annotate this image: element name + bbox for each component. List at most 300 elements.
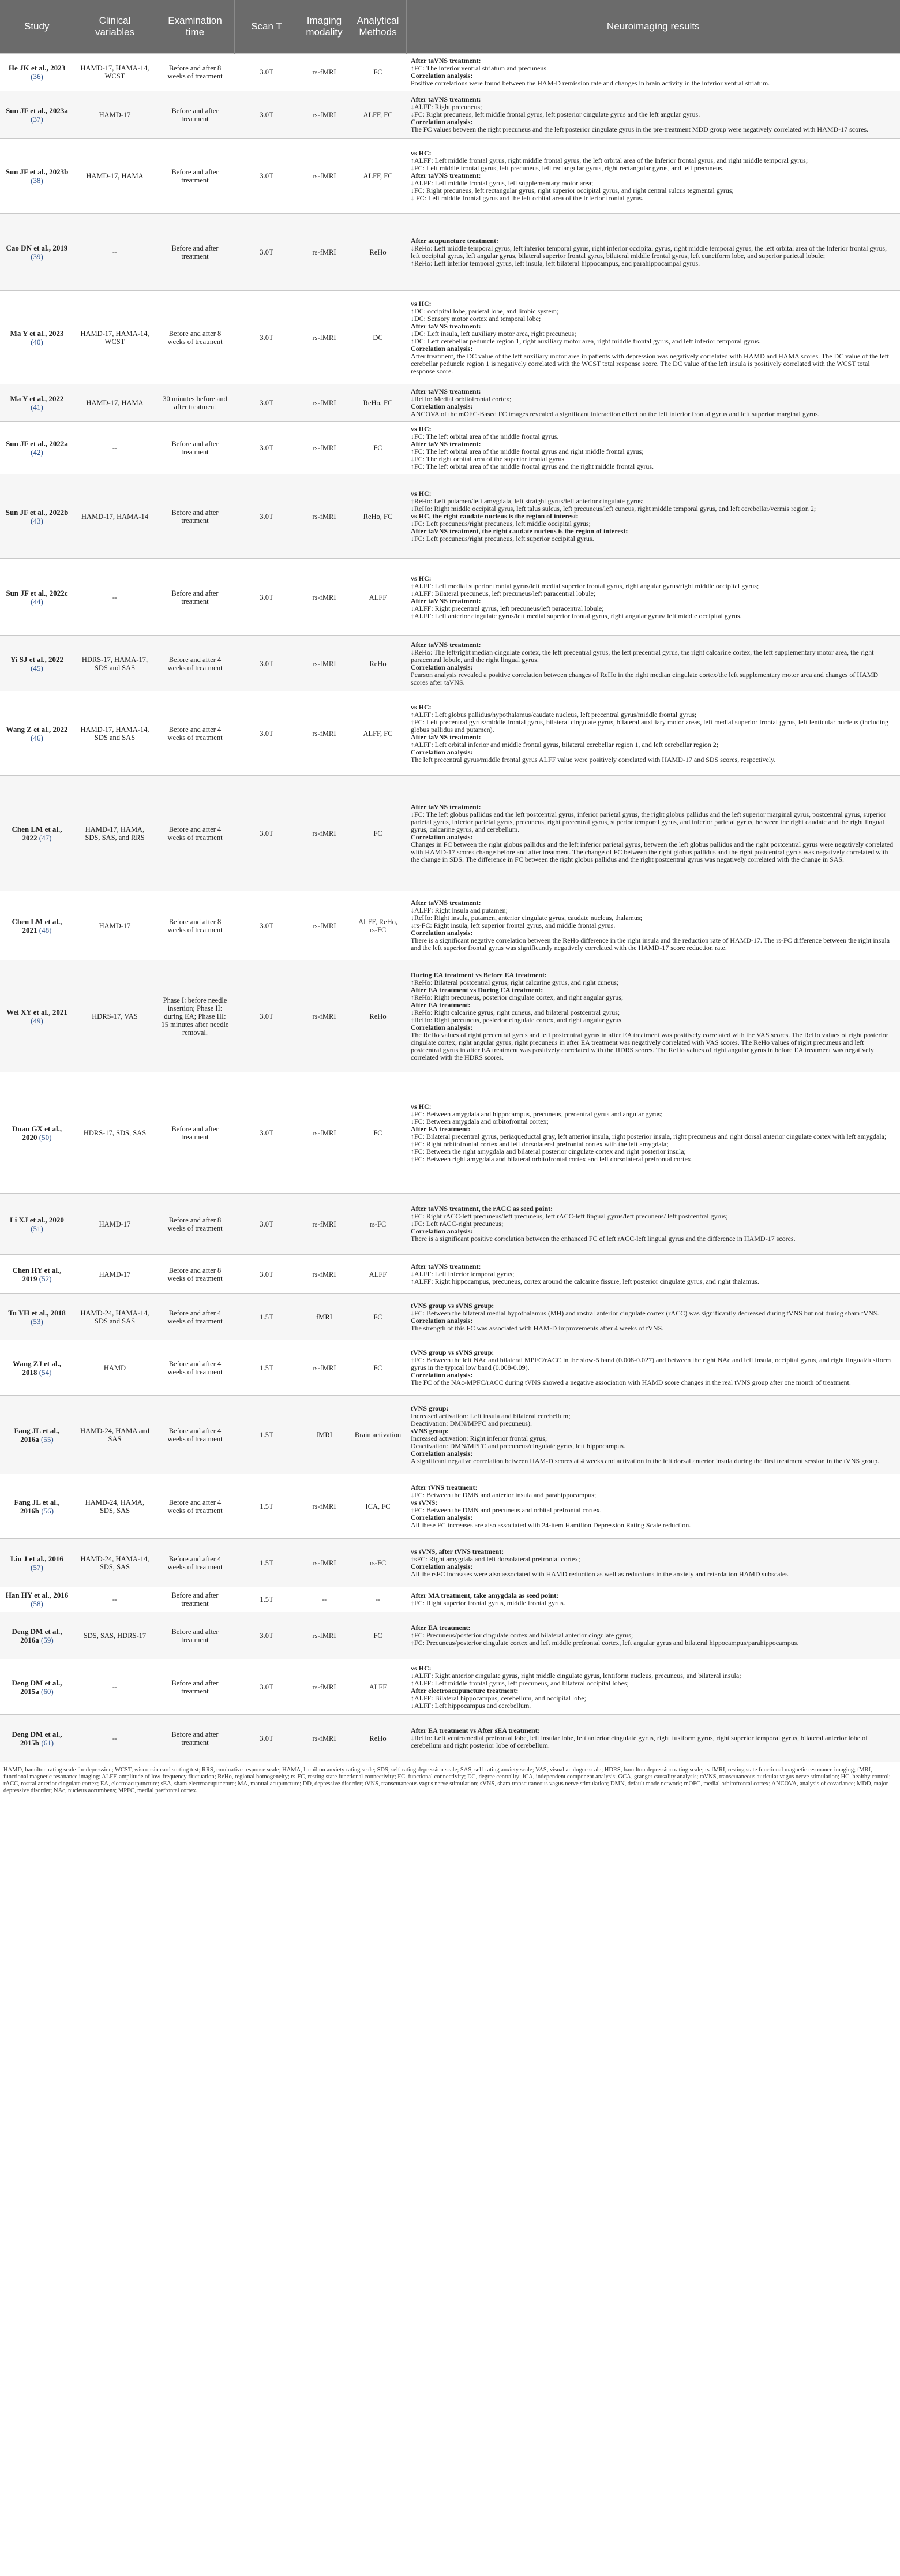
scan-t-cell: 3.0T — [234, 1072, 299, 1194]
result-heading: After MA treatment, take amygdala as seed point: — [411, 1591, 559, 1599]
clinical-variables-cell: HAMD-24, HAMA, SDS, SAS — [74, 1474, 156, 1539]
result-line: ↓ReHo: Right insula, putamen, anterior cingulate gyrus, caudate nucleus, thalamus; — [411, 914, 642, 922]
study-name: Ma Y et al., 2023 — [10, 328, 64, 338]
result-heading: Correlation analysis: — [411, 402, 473, 410]
study-name: Li XJ et al., 2020 — [10, 1215, 64, 1224]
clinical-variables-cell: HDRS-17, SDS, SAS — [74, 1072, 156, 1194]
result-line: ↑ReHo: Bilateral postcentral gyrus, right calcarine gyrus, and right cuneus; — [411, 978, 619, 986]
result-line: ↓ReHo: Left ventromedial prefrontal lobe, left insular lobe, left anterior cingulate gyrus, right fusiform gyrus, right superior temporal gyrus, bilateral anterior lobe of cerebellum and right posterior lobe of cerebellum. — [411, 1734, 868, 1749]
neuroimaging-results-cell — [406, 1396, 900, 1474]
neuroimaging-results-cell — [406, 1072, 900, 1194]
result-heading: After taVNS treatment: — [411, 1262, 481, 1270]
examination-time-cell: Before and after treatment — [156, 474, 234, 559]
imaging-modality-cell: rs-fMRI — [299, 1072, 350, 1194]
analytical-methods-cell: DC — [350, 291, 406, 384]
study-reference-link[interactable]: (41) — [31, 403, 43, 412]
study-reference-link[interactable]: (54) — [39, 1367, 52, 1377]
neuroimaging-results-cell — [406, 960, 900, 1072]
study-name: Liu J et al., 2016 — [10, 1554, 63, 1563]
examination-time-cell: Before and after 4 weeks of treatment — [156, 1474, 234, 1539]
study-reference-link[interactable]: (49) — [31, 1016, 43, 1025]
clinical-variables-cell: HAMD-17, HAMA-14, WCST — [74, 291, 156, 384]
result-line: ↓FC: Left middle frontal gyrus, left precuneus, left rectangular gyrus, right rectangular gyrus, and left precuneus. — [411, 164, 724, 172]
study-cell — [0, 291, 74, 384]
result-heading: During EA treatment vs Before EA treatment: — [411, 970, 547, 979]
study-reference-link[interactable]: (45) — [31, 663, 43, 672]
study-reference-link[interactable]: (36) — [31, 72, 43, 81]
result-heading: tVNS group vs sVNS group: — [411, 1301, 494, 1310]
examination-time-cell: Before and after treatment — [156, 1072, 234, 1194]
study-reference-link[interactable]: (52) — [39, 1274, 52, 1283]
imaging-modality-cell: fMRI — [299, 1294, 350, 1340]
study-cell — [0, 1072, 74, 1194]
result-line: ↓FC: The left globus pallidus and the left postcentral gyrus, inferior parietal gyrus, the right globus pallidus and the left superior marginal gyrus, postcentral gyrus, superior parietal gyrus, inferior parietal gyrus, precuneus, right precentral gyrus, superior temporal gyrus, and inferior parietal gyrus, between the right caudate and the right lingual gyrus, calcarine gyrus, and cerebellum. — [411, 810, 886, 833]
neuroimaging-results-cell — [406, 474, 900, 559]
imaging-modality-cell: rs-fMRI — [299, 891, 350, 960]
neuroimaging-results-cell — [406, 891, 900, 960]
table-row — [0, 422, 900, 474]
result-heading: After taVNS treatment: — [411, 321, 481, 330]
result-line: ↓ALFF: Right anterior cingulate gyrus, right middle cingulate gyrus, lentiform nucleus, precuneus, and bilateral insula; — [411, 1671, 741, 1680]
result-line: ↑FC: Precuneus/posterior cingulate cortex and left middle prefrontal cortex, left angular gyrus and bilateral hippocampus/parahippocampus. — [411, 1639, 799, 1647]
result-heading: After EA treatment: — [411, 1000, 471, 1009]
table-row — [0, 1612, 900, 1659]
col-header-clinical-variables: Clinical variables — [74, 0, 156, 54]
result-line: ↓rs-FC: Right insula, left superior frontal gyrus, and middle frontal gyrus. — [411, 921, 616, 929]
study-name: Chen LM et al., 2022 — [12, 824, 62, 842]
analytical-methods-cell: ReHo, FC — [350, 474, 406, 559]
result-line: ↓FC: The left orbital area of the middle frontal gyrus. — [411, 432, 559, 440]
result-line: ↑ALFF: Left anterior cingulate gyrus/left medial superior frontal gyrus, right angular gyrus/ left middle occipital gyrus. — [411, 611, 742, 620]
result-line: ↑FC: Left precentral gyrus/middle frontal gyrus, bilateral cingulate gyrus, bilateral auxiliary motor areas, left medial superior frontal gyrus, left lenticular nucleus (including globus pallidus and putamen). — [411, 717, 889, 734]
neuroimaging-results-cell — [406, 636, 900, 691]
result-heading: After taVNS treatment, the rACC as seed point: — [411, 1205, 553, 1213]
imaging-modality-cell: rs-fMRI — [299, 1194, 350, 1255]
result-heading: Correlation analysis: — [411, 1023, 473, 1031]
neuroimaging-results-cell — [406, 1474, 900, 1539]
result-line: ↑FC: Between right amygdala and bilateral orbitofrontal cortex and left dorsolateral prefrontal cortex. — [411, 1154, 693, 1163]
study-cell — [0, 1659, 74, 1715]
study-reference-link[interactable]: (46) — [31, 733, 43, 742]
analytical-methods-cell: FC — [350, 1294, 406, 1340]
result-heading: Correlation analysis: — [411, 663, 473, 671]
result-heading: After taVNS treatment: — [411, 640, 481, 649]
neuroimaging-results-cell — [406, 776, 900, 891]
neuroimaging-results-cell — [406, 1715, 900, 1762]
result-line: All these FC increases are also associated with 24-item Hamilton Depression Rating Scale reduction. — [411, 1520, 691, 1529]
result-heading: After EA treatment vs During EA treatment: — [411, 985, 543, 994]
scan-t-cell: 3.0T — [234, 474, 299, 559]
study-name: Duan GX et al., 2020 — [12, 1124, 62, 1142]
result-line: Deactivation: DMN/MPFC and precuneus). — [411, 1419, 532, 1427]
analytical-methods-cell: FC — [350, 1340, 406, 1396]
clinical-variables-cell: HAMD-17 — [74, 891, 156, 960]
result-heading: vs HC: — [411, 1663, 432, 1672]
table-row — [0, 691, 900, 776]
study-cell — [0, 1474, 74, 1539]
analytical-methods-cell: FC — [350, 1072, 406, 1194]
result-line: Increased activation: Left insula and bilateral cerebellum; — [411, 1411, 571, 1420]
result-line: ↓FC: Between the bilateral medial hypothalamus (MH) and rostral anterior cingulate cortex (rACC) was significantly decreased during tVNS but not during sham tVNS. — [411, 1308, 879, 1317]
scan-t-cell: 3.0T — [234, 960, 299, 1072]
neuroimaging-results-cell — [406, 1539, 900, 1587]
clinical-variables-cell: HAMD-17 — [74, 1194, 156, 1255]
study-cell — [0, 559, 74, 636]
scan-t-cell: 1.5T — [234, 1294, 299, 1340]
analytical-methods-cell: ReHo — [350, 1715, 406, 1762]
scan-t-cell: 1.5T — [234, 1340, 299, 1396]
table-row — [0, 559, 900, 636]
result-line: Changes in FC between the right globus pallidus and the left inferior parietal gyrus, between the left globus pallidus and the right postcentral gyrus were negatively correlated with HAMD-17 scores change before and after treatment. The change of FC between the right globus pallidus and the right postcentral gyrus was negatively correlated with the change in SDS. The difference in FC between the right globus pallidus and the right postcentral gyrus was negatively correlated with the change in SAS. — [411, 840, 894, 863]
study-reference-link[interactable]: (57) — [31, 1562, 43, 1572]
neuroimaging-results-cell — [406, 291, 900, 384]
clinical-variables-cell: HDRS-17, HAMA-17, SDS and SAS — [74, 636, 156, 691]
result-heading: Correlation analysis: — [411, 747, 473, 756]
study-reference-link[interactable]: (55) — [41, 1434, 54, 1444]
result-line: ↓ALFF: Left hippocampus and cerebellum. — [411, 1701, 531, 1710]
result-line: ↓ALFF: Right precuneus; — [411, 103, 482, 111]
study-cell — [0, 960, 74, 1072]
table-row — [0, 1255, 900, 1294]
table-row — [0, 291, 900, 384]
col-header-examination-time: Examination time — [156, 0, 234, 54]
study-name: Deng DM et al., 2016a — [12, 1627, 62, 1644]
clinical-variables-cell: HAMD-17, HAMA-14, WCST — [74, 54, 156, 91]
study-name: He JK et al., 2023 — [8, 63, 66, 72]
study-name: Han HY et al., 2016 — [5, 1591, 69, 1599]
study-name: Sun JF et al., 2023a — [6, 106, 68, 115]
result-line: ↓ReHo: Right calcarine gyrus, right cuneus, and bilateral postcentral gyrus; — [411, 1008, 620, 1016]
analytical-methods-cell: FC — [350, 776, 406, 891]
table-body — [0, 54, 900, 1762]
neuroimaging-results-cell — [406, 1255, 900, 1294]
study-name: Cao DN et al., 2019 — [6, 243, 68, 252]
examination-time-cell: Before and after 4 weeks of treatment — [156, 1539, 234, 1587]
result-line: ↓ALFF: Right precentral gyrus, left precuneus/left paracentral lobule; — [411, 604, 604, 612]
study-reference-link[interactable]: (42) — [31, 448, 43, 457]
result-heading: vs sVNS: — [411, 1498, 438, 1506]
result-line: The ReHo values of right precentral gyrus and left postcentral gyrus in after EA treatment was positively correlated with the VAS scores. The ReHo values of right posterior cingulate cortex, right angular gyrus, right precuneus in after EA treatment was negatively correlated with VAS scores. The ReHo values of right precuneus and left postcentral gyrus in after EA treatment was positively correlated with the HDRS scores. The ReHo values of right angular gyrus in before EA treatment was negatively correlated with the HDRS scores. — [411, 1030, 888, 1061]
result-heading: After acupuncture treatment: — [411, 236, 498, 245]
imaging-modality-cell: rs-fMRI — [299, 384, 350, 422]
result-line: ↓ReHo: Left middle temporal gyrus, left inferior temporal gyrus, right inferior occipital gyrus, right middle temporal gyrus, the left orbital area of the Inferior frontal gyrus, left occipital gyrus, left angular gyrus, bilateral superior frontal gyrus, bilateral middle frontal gyrus, left cuneiform lobe, and superior parietal lobule; — [411, 244, 887, 260]
imaging-modality-cell: rs-fMRI — [299, 559, 350, 636]
clinical-variables-cell: HAMD-24, HAMA and SAS — [74, 1396, 156, 1474]
study-reference-link[interactable]: (50) — [39, 1132, 52, 1142]
study-cell — [0, 214, 74, 291]
examination-time-cell: Before and after 8 weeks of treatment — [156, 1194, 234, 1255]
result-line: All the rsFC increases were also associated with HAMD reduction as well as reductions in the anxiety and retardation HAMD subscales. — [411, 1569, 790, 1578]
imaging-modality-cell: rs-fMRI — [299, 776, 350, 891]
result-line: ↑FC: Between the right amygdala and bilateral posterior cingulate cortex and right posterior insula; — [411, 1147, 686, 1156]
result-line: ↑ReHo: Right precuneus, posterior cingulate cortex, and right angular gyrus; — [411, 993, 624, 1001]
result-heading: Correlation analysis: — [411, 118, 473, 126]
table-row — [0, 776, 900, 891]
imaging-modality-cell: rs-fMRI — [299, 636, 350, 691]
study-reference-link[interactable]: (60) — [41, 1687, 54, 1696]
examination-time-cell: Before and after treatment — [156, 1659, 234, 1715]
result-line: Pearson analysis revealed a positive correlation between changes of ReHo in the right median cingulate cortex/the left supplementary motor area and changes of HAMD scores after taVNS. — [411, 670, 879, 686]
study-cell — [0, 776, 74, 891]
imaging-modality-cell: rs-fMRI — [299, 1715, 350, 1762]
clinical-variables-cell: HAMD-17, HAMA — [74, 139, 156, 214]
result-line: ↑FC: The inferior ventral striatum and precuneus. — [411, 64, 549, 72]
imaging-modality-cell: rs-fMRI — [299, 1474, 350, 1539]
result-heading: vs HC: — [411, 574, 432, 582]
study-reference-link[interactable]: (40) — [31, 337, 43, 346]
result-heading: Correlation analysis: — [411, 1316, 473, 1325]
result-heading: sVNS group: — [411, 1426, 449, 1435]
imaging-modality-cell: rs-fMRI — [299, 54, 350, 91]
clinical-variables-cell: HAMD-17 — [74, 1255, 156, 1294]
clinical-variables-cell: HAMD — [74, 1340, 156, 1396]
neuroimaging-results-cell — [406, 1194, 900, 1255]
scan-t-cell: 3.0T — [234, 384, 299, 422]
result-heading: After taVNS treatment: — [411, 732, 481, 741]
result-heading: vs HC, the right caudate nucleus is the region of interest: — [411, 512, 579, 520]
result-line: Increased activation: Right inferior frontal gyrus; — [411, 1434, 548, 1442]
result-line: ↓ALFF: Left inferior temporal gyrus; — [411, 1270, 515, 1278]
result-line: ANCOVA of the mOFC-Based FC images revealed a significant interaction effect on the left inferior frontal gyrus and left superior marginal gyrus. — [411, 410, 820, 418]
result-line: ↓ReHo: The left/right median cingulate cortex, the left precentral gyrus, the left precentral gyrus, the right calcarine cortex, the left supplementary motor area, the right paracentral lobule, and the right lingual gyrus. — [411, 648, 874, 664]
study-cell — [0, 636, 74, 691]
result-heading: After EA treatment: — [411, 1124, 471, 1133]
table-header — [0, 0, 900, 54]
examination-time-cell: Before and after treatment — [156, 139, 234, 214]
study-reference-link[interactable]: (39) — [31, 252, 43, 261]
result-line: After treatment, the DC value of the left auxiliary motor area in patients with depression was negatively correlated with HAMD and HAMA scores. The DC value of the left cerebellar peduncle region 1 is negatively correlated with the WCST total response score. The DC value of the left insula is positively correlated with the WCST total response score. — [411, 352, 889, 375]
examination-time-cell: Before and after 4 weeks of treatment — [156, 1294, 234, 1340]
analytical-methods-cell: ReHo — [350, 960, 406, 1072]
imaging-modality-cell: rs-fMRI — [299, 291, 350, 384]
result-line: ↓ALFF: Left middle frontal gyrus, left supplementary motor area; — [411, 179, 594, 187]
result-line: ↓FC: Right precuneus, left rectangular gyrus, right superior occipital gyrus, and right central sulcus tegmental gyrus; — [411, 186, 734, 195]
analytical-methods-cell: rs-FC — [350, 1194, 406, 1255]
result-line: ↓FC: Right precuneus, left middle frontal gyrus, left posterior cingulate gyrus and the left angular gyrus. — [411, 110, 700, 118]
result-heading: Correlation analysis: — [411, 1513, 473, 1521]
examination-time-cell: Before and after 4 weeks of treatment — [156, 691, 234, 776]
result-line: ↓ReHo: Medial orbitofrontal cortex; — [411, 395, 512, 403]
study-name: Fang JL et al., 2016b — [14, 1497, 60, 1515]
study-cell — [0, 1294, 74, 1340]
examination-time-cell: Before and after treatment — [156, 559, 234, 636]
study-cell — [0, 891, 74, 960]
imaging-modality-cell: rs-fMRI — [299, 1539, 350, 1587]
neuroimaging-results-cell — [406, 139, 900, 214]
scan-t-cell: 1.5T — [234, 1539, 299, 1587]
result-line: ↑ReHo: Left putamen/left amygdala, left straight gyrus/left anterior cingulate gyrus; — [411, 497, 644, 505]
result-heading: vs HC: — [411, 149, 432, 157]
result-line: ↓ FC: Left middle frontal gyrus and the left orbital area of the Inferior frontal gyrus. — [411, 194, 644, 202]
result-line: ↑ALFF: Left middle frontal gyrus, left precuneus, and bilateral occipital lobes; — [411, 1678, 629, 1687]
result-heading: Correlation analysis: — [411, 1227, 473, 1235]
study-name: Ma Y et al., 2022 — [10, 394, 64, 403]
neuroimaging-results-cell — [406, 91, 900, 139]
analytical-methods-cell: -- — [350, 1587, 406, 1612]
result-line: The FC of the NAc-MPFC/rACC during tVNS showed a negative association with HAMD score changes in the real tVNS group after one month of treatment. — [411, 1378, 851, 1386]
study-cell — [0, 474, 74, 559]
result-heading: After taVNS treatment: — [411, 387, 481, 395]
study-reference-link[interactable]: (43) — [31, 516, 43, 525]
scan-t-cell: 1.5T — [234, 1587, 299, 1612]
scan-t-cell: 3.0T — [234, 1255, 299, 1294]
result-line: ↑ALFF: Left globus pallidus/hypothalamus/caudate nucleus, left precentral gyrus/middle frontal gyrus; — [411, 710, 697, 719]
table-row — [0, 1194, 900, 1255]
result-line: ↓FC: Left rACC-right precuneus; — [411, 1220, 504, 1228]
scan-t-cell: 3.0T — [234, 776, 299, 891]
result-line: ↓DC: Left insula, left auxiliary motor area, right precuneus; — [411, 329, 576, 338]
table-row — [0, 1715, 900, 1762]
examination-time-cell: Before and after 4 weeks of treatment — [156, 636, 234, 691]
study-reference-link[interactable]: (37) — [31, 114, 43, 124]
imaging-modality-cell: rs-fMRI — [299, 1659, 350, 1715]
result-line: ↑DC: occipital lobe, parietal lobe, and limbic system; — [411, 306, 559, 315]
neuroimaging-results-cell — [406, 1587, 900, 1612]
result-line: The strength of this FC was associated with HAM-D improvements after 4 weeks of tVNS. — [411, 1323, 664, 1332]
study-name: Tu YH et al., 2018 — [8, 1308, 66, 1317]
analytical-methods-cell: ReHo — [350, 214, 406, 291]
result-line: Deactivation: DMN/MPFC and precuneus/cingulate gyrus, left hippocampus. — [411, 1441, 625, 1450]
examination-time-cell: Before and after treatment — [156, 1715, 234, 1762]
study-reference-link[interactable]: (58) — [31, 1599, 43, 1608]
study-reference-link[interactable]: (59) — [41, 1635, 54, 1644]
examination-time-cell: 30 minutes before and after treatment — [156, 384, 234, 422]
study-reference-link[interactable]: (47) — [39, 833, 52, 842]
table-row — [0, 214, 900, 291]
neuroimaging-results-cell — [406, 384, 900, 422]
study-reference-link[interactable]: (44) — [31, 597, 43, 606]
study-reference-link[interactable]: (51) — [31, 1224, 43, 1233]
neuroimaging-results-cell — [406, 1659, 900, 1715]
result-line: ↑ALFF: Left medial superior frontal gyrus/left medial superior frontal gyrus, right angular gyrus/right middle occipital gyrus; — [411, 581, 759, 590]
study-cell — [0, 91, 74, 139]
imaging-modality-cell: rs-fMRI — [299, 214, 350, 291]
result-line: ↑FC: Bilateral precentral gyrus, periaqueductal gray, left anterior insula, right posterior insula, right precuneus and right dorsal anterior cingulate cortex with left amygdala; — [411, 1132, 887, 1141]
scan-t-cell: 3.0T — [234, 291, 299, 384]
study-cell — [0, 1612, 74, 1659]
result-heading: vs HC: — [411, 489, 432, 498]
result-heading: After taVNS treatment: — [411, 440, 481, 448]
result-line: The FC values between the right precuneus and the left posterior cingulate gyrus in the pre-treatment MDD group were negatively correlated with HAMD-17 scores. — [411, 125, 869, 133]
analytical-methods-cell: ALFF, FC — [350, 139, 406, 214]
result-line: Positive correlations were found between the HAM-D remission rate and changes in brain activity in the inferior ventral striatum. — [411, 79, 770, 87]
result-line: ↑FC: Right rACC-left precuneus/left precuneus, left rACC-left lingual gyrus/left precuneus/ left postcentral gyrus; — [411, 1212, 728, 1220]
analytical-methods-cell: ALFF, FC — [350, 91, 406, 139]
examination-time-cell: Before and after 4 weeks of treatment — [156, 1396, 234, 1474]
examination-time-cell: Before and after treatment — [156, 214, 234, 291]
imaging-modality-cell: rs-fMRI — [299, 422, 350, 474]
scan-t-cell: 3.0T — [234, 422, 299, 474]
table-row — [0, 91, 900, 139]
result-line: ↓FC: Left precuneus/right precuneus, left middle occipital gyrus; — [411, 519, 591, 528]
table-row — [0, 1396, 900, 1474]
result-line: ↓FC: Between amygdala and hippocampus, precuneus, precentral gyrus and angular gyrus; — [411, 1109, 663, 1118]
study-name: Sun JF et al., 2022c — [6, 588, 68, 597]
table-footnote: HAMD, hamilton rating scale for depression; WCST, wisconsin card sorting test; RRS, ruminative response scale; HAMA, hamilton anxiety rating scale; SDS, self-rating depression scale; SAS, self-rating anxiety scale; VAS, visual analogue scale; HDRS, hamilton depression rating scale; rs-fMRI, resting state functional magnetic resonance imaging; fMRI, functional magnetic resonance imaging; ALFF, amplitude of low-frequency fluctuation; ReHo, regional homogeneity; rs-FC, resting state functional connectivity; FC, functional connectivity; DC, degree centrality; ICA, independent component analysis; GCA, granger causality analysis; taVNS, transcutaneous auricular vagus nerve stimulation; HC, healthy control; rACC, rostral anterior cingulate cortex; EA, electroacupuncture; sEA, sham electroacupuncture; MA, manual acupuncture; DD, depressive disorder; tVNS, transcutaneous vagus nerve stimulation; sVNS, sham transcutaneous vagus nerve stimulation; DMN, default mode network; mOFC, medial orbitofrontal cortex; ANCOVA, analysis of covariance; MDD, major depressive disorder; NAc, nucleus accumbens; MPFC, medial prefrontal cortex. — [0, 1762, 900, 1799]
study-reference-link[interactable]: (38) — [31, 175, 43, 185]
analytical-methods-cell: ALFF, FC — [350, 691, 406, 776]
table-row — [0, 54, 900, 91]
study-name: Deng DM et al., 2015a — [12, 1678, 62, 1696]
examination-time-cell: Before and after treatment — [156, 422, 234, 474]
result-line: ↑FC: Right superior frontal gyrus, middle frontal gyrus. — [411, 1599, 565, 1607]
result-line: ↑ALFF: Left middle frontal gyrus, right middle frontal gyrus, the left orbital area of the Inferior frontal gyrus, and right middle temporal gyrus; — [411, 156, 808, 164]
scan-t-cell: 3.0T — [234, 214, 299, 291]
table-row — [0, 1474, 900, 1539]
study-reference-link[interactable]: (61) — [41, 1738, 54, 1747]
study-reference-link[interactable]: (53) — [31, 1317, 43, 1326]
table-row — [0, 1340, 900, 1396]
result-line: There is a significant negative correlation between the ReHo difference in the right insula and the reduction rate of HAMD-17. The rs-FC difference between the right insula and the left superior frontal gyrus was significantly negatively correlated with the HAMD-17 score reduction rate. — [411, 936, 890, 952]
clinical-variables-cell: HAMD-24, HAMA-14, SDS, SAS — [74, 1539, 156, 1587]
result-line: ↑FC: Right orbitofrontal cortex and left dorsolateral prefrontal cortex with the left amygdala; — [411, 1139, 669, 1148]
result-line: ↑FC: Precuneus/posterior cingulate cortex and bilateral anterior cingulate gyrus; — [411, 1631, 633, 1639]
examination-time-cell: Before and after treatment — [156, 1587, 234, 1612]
table-row — [0, 1587, 900, 1612]
study-reference-link[interactable]: (48) — [39, 925, 52, 934]
study-name: Sun JF et al., 2022a — [6, 439, 68, 448]
result-line: ↓ReHo: Right middle occipital gyrus, left talus sulcus, left precuneus/left cuneus, right middle temporal gyrus, and left cerebellar/vermis region 2; — [411, 504, 816, 513]
clinical-variables-cell: -- — [74, 559, 156, 636]
result-line: ↑ALFF: Left orbital inferior and middle frontal gyrus, bilateral cerebellar region 1, and left cerebellar region 2; — [411, 740, 719, 749]
result-line: ↑FC: The left orbital area of the middle frontal gyrus and the right middle frontal gyrus. — [411, 462, 654, 470]
result-line: A significant negative correlation between HAM-D scores at 4 weeks and activation in the left dorsal anterior insula during the first treatment session in the tVNS group. — [411, 1456, 880, 1465]
examination-time-cell: Before and after 4 weeks of treatment — [156, 1340, 234, 1396]
result-heading: tVNS group: — [411, 1404, 449, 1412]
table-row — [0, 1539, 900, 1587]
result-line: ↑FC: Between the left NAc and bilateral MPFC/rACC in the slow-5 band (0.008-0.027) and between the right NAc and left insula, occipital gyrus, and right lingual/fusiform gyrus in the typical low band (0.008-0.09). — [411, 1356, 891, 1371]
examination-time-cell: Before and after treatment — [156, 91, 234, 139]
study-cell — [0, 54, 74, 91]
result-heading: vs HC: — [411, 702, 432, 711]
analytical-methods-cell: ReHo — [350, 636, 406, 691]
result-line: ↑ReHo: Left inferior temporal gyrus, left insula, left bilateral hippocampus, and parahippocampal gyrus. — [411, 259, 700, 267]
examination-time-cell: Before and after 4 weeks of treatment — [156, 776, 234, 891]
analytical-methods-cell: rs-FC — [350, 1539, 406, 1587]
imaging-modality-cell: rs-fMRI — [299, 139, 350, 214]
clinical-variables-cell: HAMD-17, HAMA, SDS, SAS, and RRS — [74, 776, 156, 891]
imaging-modality-cell: rs-fMRI — [299, 1612, 350, 1659]
imaging-modality-cell: rs-fMRI — [299, 1255, 350, 1294]
examination-time-cell: Before and after 8 weeks of treatment — [156, 54, 234, 91]
study-reference-link[interactable]: (56) — [41, 1506, 54, 1515]
result-heading: After tVNS treatment: — [411, 1483, 478, 1491]
result-line: ↓ALFF: Right insula and putamen; — [411, 906, 508, 914]
analytical-methods-cell: ALFF — [350, 1255, 406, 1294]
result-line: The left precentral gyrus/middle frontal gyrus ALFF value were positively correlated with HAMD-17 and SDS scores, respectively. — [411, 755, 776, 764]
col-header-neuroimaging-results: Neuroimaging results — [406, 0, 900, 54]
study-cell — [0, 1587, 74, 1612]
table-row — [0, 960, 900, 1072]
study-cell — [0, 1255, 74, 1294]
table-row — [0, 474, 900, 559]
clinical-variables-cell: HAMD-17, HAMA-14 — [74, 474, 156, 559]
analytical-methods-cell: ReHo, FC — [350, 384, 406, 422]
scan-t-cell: 3.0T — [234, 891, 299, 960]
scan-t-cell: 3.0T — [234, 1612, 299, 1659]
clinical-variables-cell: -- — [74, 422, 156, 474]
neuroimaging-results-cell — [406, 1340, 900, 1396]
study-cell — [0, 139, 74, 214]
clinical-variables-cell: HDRS-17, VAS — [74, 960, 156, 1072]
table-row — [0, 384, 900, 422]
result-line: ↓FC: The right orbital area of the superior frontal gyrus. — [411, 455, 567, 463]
study-name: Chen HY et al., 2019 — [12, 1265, 62, 1283]
imaging-modality-cell: rs-fMRI — [299, 1340, 350, 1396]
neuroimaging-results-cell — [406, 1612, 900, 1659]
result-line: ↑sFC: Right amygdala and left dorsolateral prefrontal cortex; — [411, 1554, 580, 1563]
result-line: ↓FC: Between the DMN and anterior insula and parahippocampus; — [411, 1490, 597, 1499]
